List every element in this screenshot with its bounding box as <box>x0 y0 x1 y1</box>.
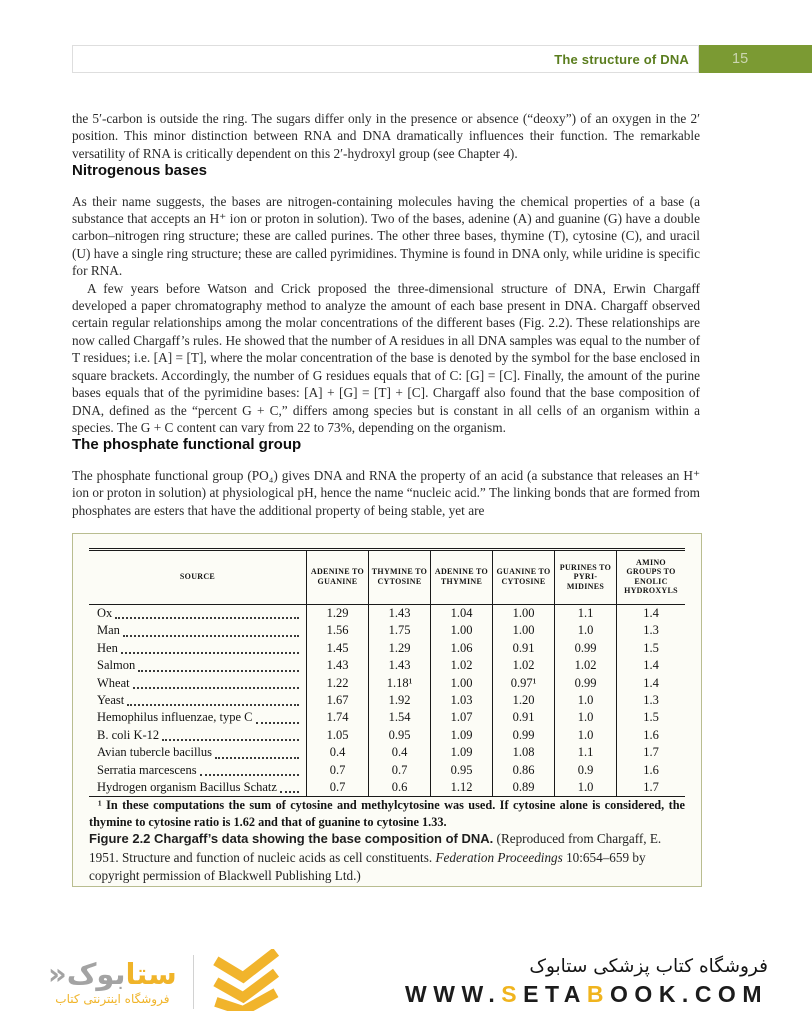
value-cell: 1.74 <box>307 709 369 726</box>
source-name: Hydrogen organism Bacillus Schatz <box>97 780 277 794</box>
source-cell <box>89 640 307 657</box>
source-name: Avian tubercle bacillus <box>97 745 213 760</box>
value-cell: 0.97¹ <box>493 675 555 692</box>
value-cell: 1.02 <box>493 657 555 674</box>
value-cell: 1.29 <box>369 640 431 657</box>
column-header: ADENINE TO THYMINE <box>431 549 493 604</box>
value-cell: 1.5 <box>617 709 686 726</box>
paragraph: the 5′-carbon is outside the ring. The sugars differ only in the presence or absence (“deoxy”) of an oxygen in the 2′ position. This minor distinction between RNA and DNA dramatically influences their function. The remarkable versatility of RNA is critically dependent on this 2′-hydroxyl group (see Chapter 4). <box>72 111 700 161</box>
source-name: Yeast <box>97 692 125 707</box>
website-url <box>405 981 768 1008</box>
source-name: Hen <box>97 640 118 655</box>
value-cell: 0.91 <box>493 709 555 726</box>
source-cell <box>89 744 307 761</box>
value-cell: 1.0 <box>555 727 617 744</box>
figure-caption-journal: Federation Proceedings <box>435 849 563 865</box>
source-cell <box>89 709 307 726</box>
chapter-title: The structure of DNA <box>554 51 689 67</box>
table-row <box>89 744 685 761</box>
source-name: Man <box>97 623 120 638</box>
source-name: Hemophilus influenzae, type C <box>97 710 253 725</box>
chargaff-table-body <box>89 604 685 796</box>
chevron-emblem-icon <box>208 949 282 1016</box>
value-cell: 0.95 <box>431 762 493 779</box>
value-cell: 1.0 <box>555 779 617 797</box>
dot-leader <box>133 687 299 689</box>
value-cell: 0.99 <box>493 727 555 744</box>
logo-wordmark-gold: ستا <box>125 956 177 991</box>
table-row <box>89 692 685 709</box>
value-cell: 1.67 <box>307 692 369 709</box>
url-part: OOK.COM <box>610 981 768 1007</box>
table-header-row <box>89 549 685 604</box>
value-cell: 0.7 <box>307 779 369 797</box>
brand-text-block <box>405 956 768 1008</box>
url-part: WWW. <box>405 981 502 1007</box>
chargaff-table-head <box>89 549 685 604</box>
value-cell: 1.02 <box>555 657 617 674</box>
table-row <box>89 640 685 657</box>
url-part-gold: S <box>501 981 524 1007</box>
value-cell: 0.6 <box>369 779 431 797</box>
value-cell: 1.6 <box>617 762 686 779</box>
value-cell: 0.99 <box>555 640 617 657</box>
column-header: AMINO GROUPS TO ENOLIC HYDROXYLS <box>617 549 686 604</box>
value-cell: 1.6 <box>617 727 686 744</box>
column-header: THYMINE TO CYTOSINE <box>369 549 431 604</box>
value-cell: 1.04 <box>431 604 493 622</box>
dot-leader <box>162 739 299 741</box>
value-cell: 0.9 <box>555 762 617 779</box>
value-cell: 1.09 <box>431 744 493 761</box>
source-cell <box>89 657 307 674</box>
table-row <box>89 709 685 726</box>
value-cell: 1.56 <box>307 622 369 639</box>
value-cell: 1.0 <box>555 622 617 639</box>
logo-wordmark-gray: بوک« <box>48 956 126 991</box>
value-cell: 1.08 <box>493 744 555 761</box>
logo-divider <box>193 955 194 1009</box>
value-cell: 1.12 <box>431 779 493 797</box>
source-cell <box>89 692 307 709</box>
figure-caption <box>89 830 685 886</box>
source-cell <box>89 622 307 639</box>
section-heading-nitrogenous-bases: Nitrogenous bases <box>72 162 208 180</box>
value-cell: 1.29 <box>307 604 369 622</box>
figure-caption-title: Figure 2.2 Chargaff’s data showing the base composition of DNA. <box>89 831 494 847</box>
value-cell: 1.00 <box>493 622 555 639</box>
source-name: Ox <box>97 605 113 620</box>
table-row <box>89 657 685 674</box>
dot-leader <box>256 722 299 724</box>
value-cell: 1.43 <box>307 657 369 674</box>
value-cell: 0.89 <box>493 779 555 797</box>
watermark-footer <box>0 947 812 1023</box>
table-row <box>89 779 685 797</box>
logo-tagline: فروشگاه اینترنتی کتاب <box>55 991 170 1006</box>
value-cell: 0.4 <box>307 744 369 761</box>
dot-leader <box>115 617 299 619</box>
value-cell: 1.1 <box>555 604 617 622</box>
value-cell: 1.4 <box>617 675 686 692</box>
value-cell: 1.07 <box>431 709 493 726</box>
figure-2-2 <box>72 533 702 887</box>
value-cell: 1.06 <box>431 640 493 657</box>
table-row <box>89 675 685 692</box>
dot-leader <box>123 635 299 637</box>
column-header: ADENINE TO GUANINE <box>307 549 369 604</box>
url-part-gold: B <box>586 981 611 1007</box>
value-cell: 1.4 <box>617 604 686 622</box>
table-row <box>89 727 685 744</box>
value-cell: 1.3 <box>617 622 686 639</box>
source-name: Serratia marcescens <box>97 762 197 777</box>
value-cell: 1.43 <box>369 604 431 622</box>
text-column <box>72 110 700 887</box>
table-footnote: ¹ In these computations the sum of cytosine and methylcytosine was used. If cytosine alone is considered, the thymine to cytosine ratio is 1.62 and that of guanine to cytosine 1.33. <box>89 798 685 829</box>
source-name: Salmon <box>97 658 136 673</box>
value-cell: 0.86 <box>493 762 555 779</box>
table-row <box>89 604 685 622</box>
column-header: GUANINE TO CYTOSINE <box>493 549 555 604</box>
column-header-source: SOURCE <box>89 549 307 604</box>
dot-leader <box>121 652 299 654</box>
value-cell: 0.7 <box>369 762 431 779</box>
value-cell: 0.99 <box>555 675 617 692</box>
value-cell: 1.18¹ <box>369 675 431 692</box>
value-cell: 1.20 <box>493 692 555 709</box>
value-cell: 1.0 <box>555 709 617 726</box>
table-row <box>89 622 685 639</box>
value-cell: 1.45 <box>307 640 369 657</box>
value-cell: 1.1 <box>555 744 617 761</box>
value-cell: 1.03 <box>431 692 493 709</box>
value-cell: 1.5 <box>617 640 686 657</box>
dot-leader <box>215 757 299 759</box>
dot-leader <box>127 704 299 706</box>
page-number: 15 <box>732 51 749 67</box>
value-cell: 1.7 <box>617 744 686 761</box>
running-header <box>72 45 699 73</box>
url-part: ETA <box>523 981 587 1007</box>
paragraph: As their name suggests, the bases are nitrogen-containing molecules having the chemical properties of a base (a substance that accepts an H⁺ ion or proton in solution). Two of the bases, adenine (A) and guanine (G) have a double carbon–nitrogen ring structure; these are called purines. The other three bases, thymine (T), cytosine (C), and uracil (U) have a single ring structure; these are called pyrimidines. Thymine is found in DNA only, while uridine is specific for RNA. <box>72 193 700 279</box>
value-cell: 1.0 <box>555 692 617 709</box>
value-cell: 1.4 <box>617 657 686 674</box>
dot-leader <box>200 774 299 776</box>
value-cell: 1.75 <box>369 622 431 639</box>
table-row <box>89 762 685 779</box>
value-cell: 1.43 <box>369 657 431 674</box>
logo-wordmark-block <box>48 956 177 1006</box>
logo-wordmark <box>48 956 177 991</box>
value-cell: 1.00 <box>431 675 493 692</box>
column-header: PURINES TO PYRI- MIDINES <box>555 549 617 604</box>
value-cell: 0.7 <box>307 762 369 779</box>
figure-caption-tail: 10:654–659 by copyright permission of Blackwell Publishing Ltd.) <box>89 849 646 884</box>
value-cell: 1.54 <box>369 709 431 726</box>
chargaff-table <box>89 548 685 797</box>
source-name: Wheat <box>97 675 130 690</box>
value-cell: 0.95 <box>369 727 431 744</box>
value-cell: 1.3 <box>617 692 686 709</box>
source-cell <box>89 675 307 692</box>
source-name: B. coli K-12 <box>97 727 160 742</box>
source-cell <box>89 762 307 779</box>
value-cell: 1.00 <box>493 604 555 622</box>
value-cell: 1.22 <box>307 675 369 692</box>
value-cell: 0.91 <box>493 640 555 657</box>
dot-leader <box>280 791 299 793</box>
value-cell: 1.05 <box>307 727 369 744</box>
value-cell: 1.92 <box>369 692 431 709</box>
figure-caption-credit: (Reproduced from Chargaff, E. 1951. Structure and function of nucleic acids as cell constituents. <box>89 831 662 865</box>
dot-leader <box>138 670 299 672</box>
paragraph: A few years before Watson and Crick proposed the three-dimensional structure of DNA, Erwin Chargaff developed a paper chromatography method to analyze the amount of each base present in DNA. Chargaff observed certain regular relationships among the molar concentrations of the different bases (Fig. 2.2). These relationships are now called Chargaff’s rules. He showed that the number of A residues in all DNA samples was equal to the number of T residues; i.e. [A] = [T], where the molar concentration of the base is denoted by the symbol for the base enclosed in square brackets. Accordingly, the number of G residues equals that of C: [G] = [C]. Finally, the amount of the purine bases equals that of the pyrimidine bases: [A] + [G] = [T] + [C]. Chargaff also found that the base composition of DNA, defined as the “percent G + C,” differs among species but is constant in all cells of an organism within a species. The G + C content can vary from 22 to 73%, depending on the organism. <box>72 280 701 435</box>
value-cell: 1.09 <box>431 727 493 744</box>
source-cell <box>89 604 307 622</box>
paragraph: The phosphate functional group (PO₄) gives DNA and RNA the property of an acid (a substance that releases an H⁺ ion or proton in solution) at physiological pH, hence the name “nucleic acid.” The linking bonds that are formed from phosphates are esters that have the additional property of being stable, yet are <box>72 467 700 518</box>
setabook-logo <box>48 949 282 1016</box>
persian-store-title: فروشگاه کتاب پزشکی ستابوک <box>529 956 768 977</box>
page-number-box <box>699 45 812 73</box>
value-cell: 0.4 <box>369 744 431 761</box>
value-cell: 1.02 <box>431 657 493 674</box>
source-cell <box>89 779 307 797</box>
source-cell <box>89 727 307 744</box>
value-cell: 1.00 <box>431 622 493 639</box>
value-cell: 1.7 <box>617 779 686 797</box>
section-heading-phosphate-group: The phosphate functional group <box>72 436 302 454</box>
